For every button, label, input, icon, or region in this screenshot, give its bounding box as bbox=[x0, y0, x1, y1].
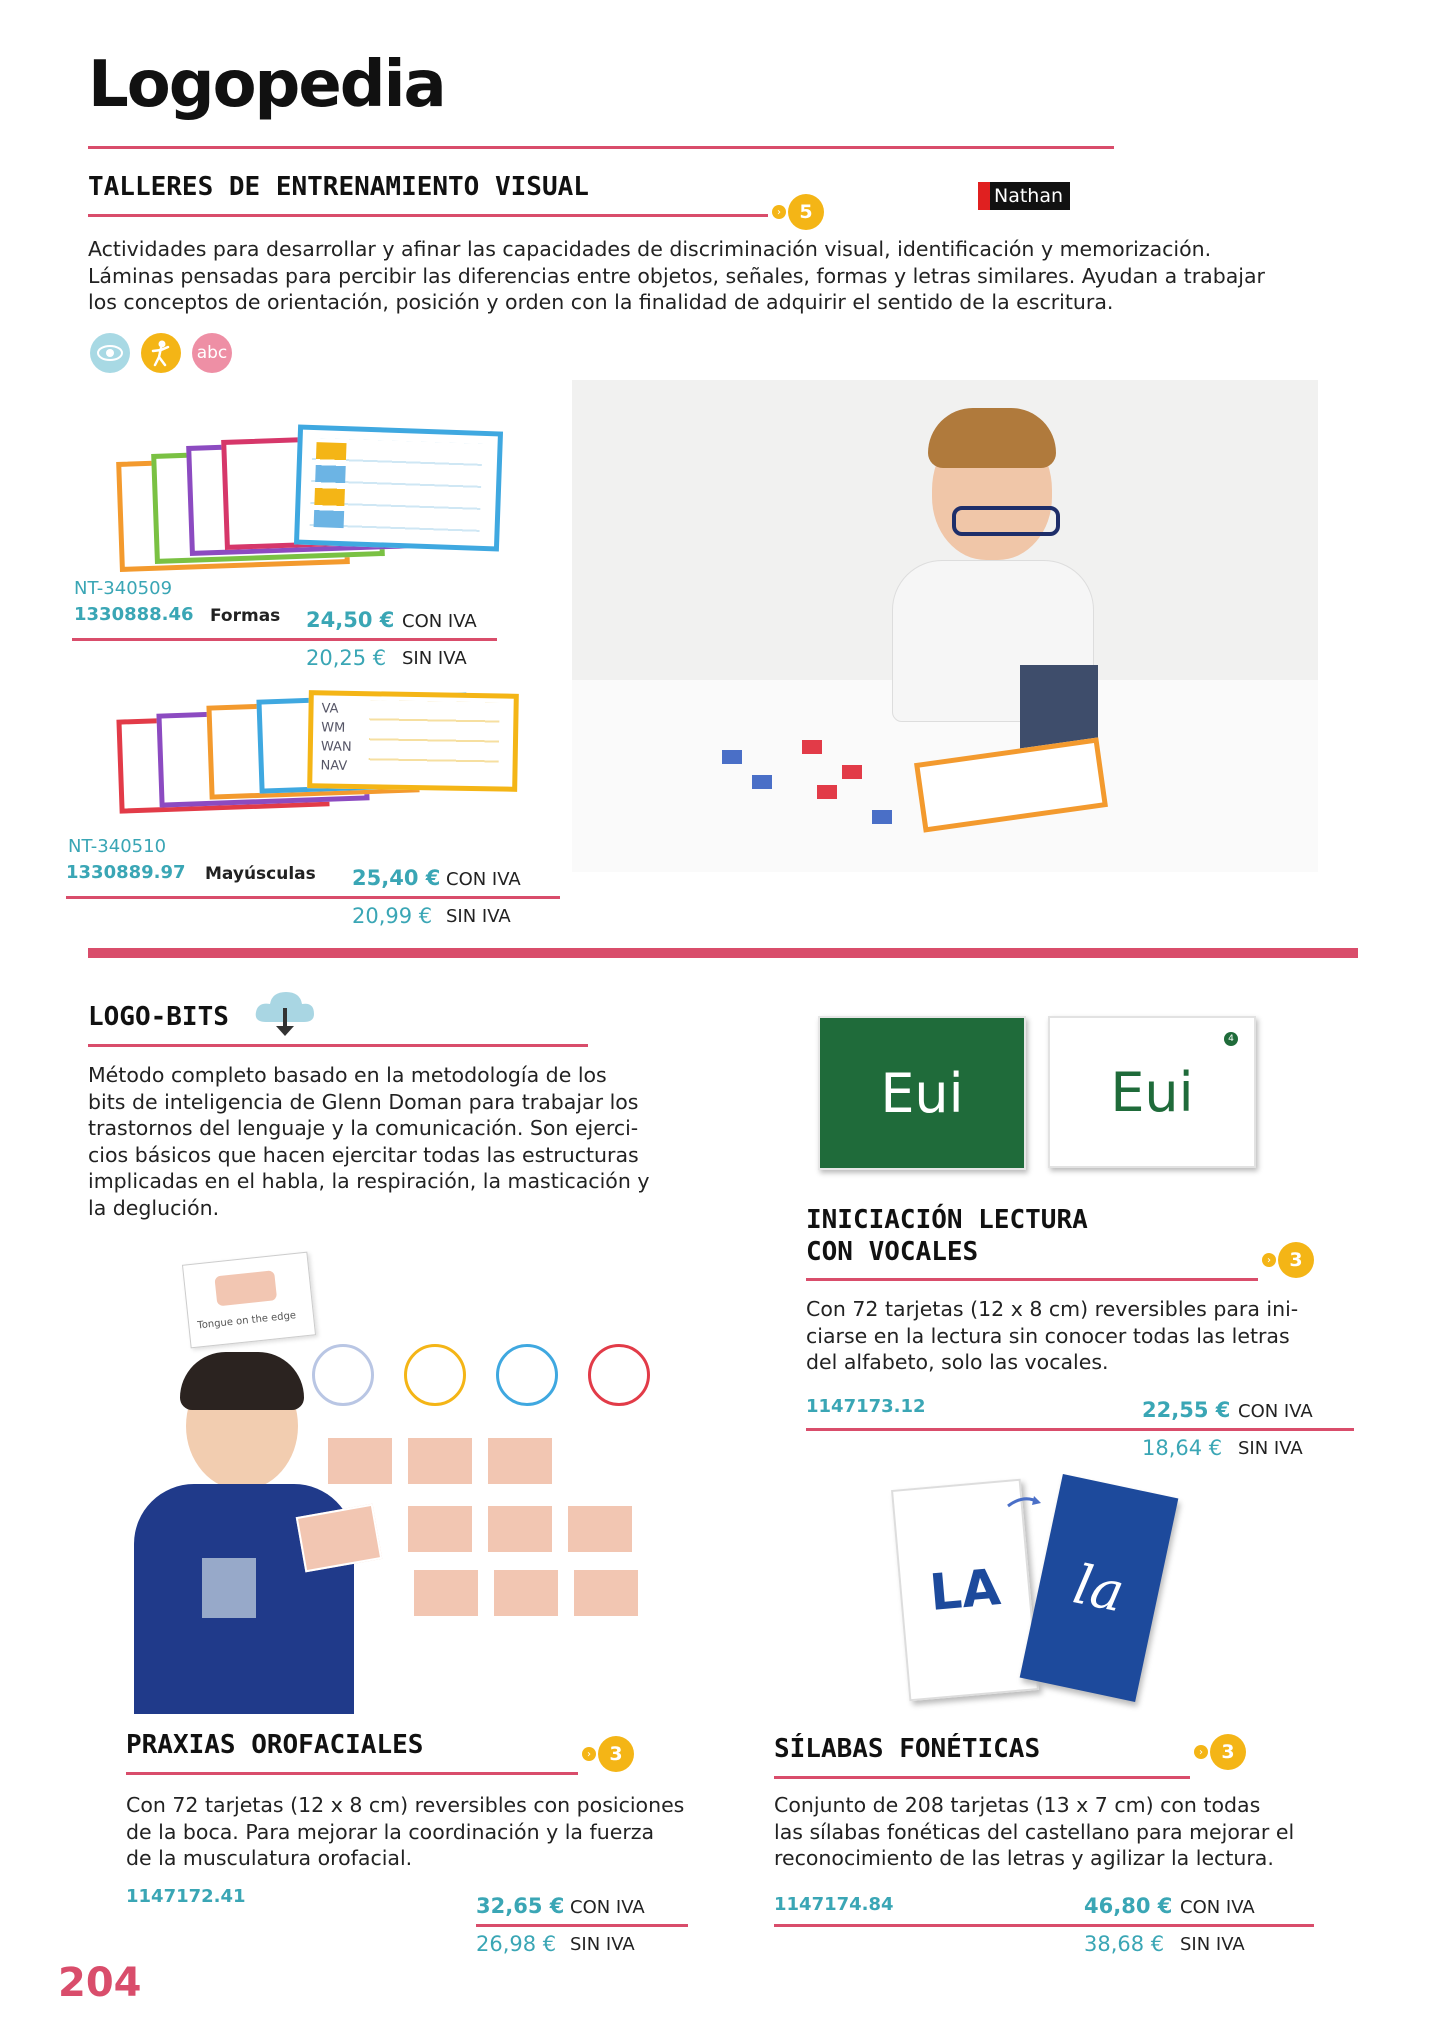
talleres-description bbox=[88, 236, 1338, 316]
arrow-icon: › bbox=[1194, 1745, 1208, 1759]
praxias-image bbox=[130, 1258, 650, 1714]
title-line: CON VOCALES bbox=[806, 1237, 979, 1267]
desc-line: bits de inteligencia de Glenn Doman para trabajar los bbox=[88, 1089, 639, 1114]
product-variant: Formas bbox=[210, 606, 281, 626]
mouth-category-icon bbox=[404, 1344, 466, 1406]
held-card bbox=[296, 1504, 383, 1573]
price-con-iva: 22,55 € bbox=[1142, 1398, 1231, 1422]
desc-line: los conceptos de orientación, posición y orden con la finalidad de adquirir el sentido de la escritura. bbox=[88, 290, 1114, 314]
mouth-card bbox=[488, 1506, 552, 1552]
age-badge: 3 bbox=[1278, 1242, 1314, 1278]
desc-line: ciarse en la lectura sin conocer todas las letras bbox=[806, 1323, 1290, 1348]
desc-line: de la boca. Para mejorar la coordinación y la fuerza bbox=[126, 1819, 655, 1844]
shirt-pocket bbox=[1020, 665, 1098, 749]
price-con-iva: 32,65 € bbox=[476, 1894, 565, 1918]
page-number: 204 bbox=[58, 1960, 142, 2006]
child-icon bbox=[141, 333, 181, 373]
page-title: Logopedia bbox=[88, 48, 445, 122]
card-text: Eui bbox=[1110, 1060, 1194, 1124]
mayusculas-cards-image bbox=[118, 692, 518, 812]
mouth-card bbox=[414, 1570, 478, 1616]
tile bbox=[842, 765, 862, 779]
product-code: 1147172.41 bbox=[126, 1886, 246, 1907]
talleres-rule bbox=[88, 214, 768, 217]
price-sin-iva: 20,25 € bbox=[306, 646, 387, 670]
desc-line: cios básicos que hacen ejercitar todas las estructuras bbox=[88, 1142, 639, 1167]
card bbox=[294, 424, 503, 551]
desc-line: Conjunto de 208 tarjetas (13 x 7 cm) con todas bbox=[774, 1793, 1261, 1817]
con-iva-label: CON IVA bbox=[570, 1897, 645, 1918]
product-code: 1330888.46 bbox=[74, 604, 194, 625]
boy-playing-photo bbox=[572, 380, 1318, 872]
section-divider bbox=[88, 948, 1358, 958]
card-text: Eui bbox=[880, 1061, 964, 1125]
desc-line: trastornos del lenguaje y la comunicación. Son ejerci- bbox=[88, 1116, 639, 1140]
abc-icon: abc bbox=[192, 333, 232, 373]
price-con-iva: 24,50 € bbox=[306, 608, 395, 632]
mouth-card bbox=[408, 1438, 472, 1484]
price-sin-iva: 20,99 € bbox=[352, 904, 433, 928]
iniciacion-age bbox=[1262, 1242, 1314, 1278]
mouth-category-icon bbox=[588, 1344, 650, 1406]
product-ref: NT-340510 bbox=[68, 836, 167, 857]
tile bbox=[752, 775, 772, 789]
silabas-rule bbox=[774, 1776, 1190, 1779]
sweater-pocket bbox=[202, 1558, 256, 1618]
con-iva-label: CON IVA bbox=[402, 611, 477, 632]
card bbox=[307, 690, 519, 792]
age-badge: 3 bbox=[1210, 1734, 1246, 1770]
sin-iva-label: SIN IVA bbox=[1180, 1934, 1245, 1955]
cloud-download-icon bbox=[252, 986, 318, 1044]
desc-line: la deglución. bbox=[88, 1195, 220, 1220]
mouth-category-icon bbox=[496, 1344, 558, 1406]
eui-card-green bbox=[818, 1016, 1026, 1170]
con-iva-label: CON IVA bbox=[1180, 1897, 1255, 1918]
desc-line: Láminas pensadas para percibir las diferencias entre objetos, señales, formas y letras similares. Ayudan a trabajar bbox=[88, 263, 1265, 288]
logobits-description bbox=[88, 1062, 688, 1221]
product-code: 1330889.97 bbox=[66, 862, 186, 883]
desc-line: del alfabeto, solo las vocales. bbox=[806, 1350, 1109, 1374]
con-iva-label: CON IVA bbox=[446, 869, 521, 890]
age-badge: 3 bbox=[598, 1736, 634, 1772]
product-ref: NT-340509 bbox=[74, 578, 173, 599]
product-code: 1147173.12 bbox=[806, 1396, 926, 1417]
logobits-title: LOGO-BITS bbox=[88, 1002, 229, 1032]
nathan-logo bbox=[978, 182, 1070, 210]
nathan-logo-text: Nathan bbox=[994, 185, 1064, 207]
tile bbox=[802, 740, 822, 754]
price-rule bbox=[476, 1924, 688, 1927]
card-text: LA bbox=[927, 1558, 1003, 1622]
mouth-card bbox=[574, 1570, 638, 1616]
desc-line: Con 72 tarjetas (12 x 8 cm) reversibles con posiciones bbox=[126, 1793, 685, 1817]
silabas-title: SÍLABAS FONÉTICAS bbox=[774, 1734, 1041, 1764]
tile bbox=[722, 750, 742, 764]
praxias-title: PRAXIAS OROFACIALES bbox=[126, 1730, 424, 1760]
sin-iva-label: SIN IVA bbox=[446, 906, 511, 927]
title-line: INICIACIÓN LECTURA bbox=[806, 1205, 1088, 1235]
product-code: 1147174.84 bbox=[774, 1894, 894, 1915]
iniciacion-rule bbox=[806, 1278, 1258, 1281]
eye-icon bbox=[90, 333, 130, 373]
desc-line: Actividades para desarrollar y afinar las capacidades de discriminación visual, identificación y memorización. bbox=[88, 237, 1212, 261]
talleres-age bbox=[772, 194, 824, 230]
card-number-badge: 4 bbox=[1224, 1032, 1238, 1046]
eui-card-white bbox=[1048, 1016, 1256, 1168]
tile bbox=[817, 785, 837, 799]
nathan-logo-mark bbox=[978, 182, 990, 210]
tile bbox=[872, 810, 892, 824]
formas-cards-image bbox=[118, 428, 498, 568]
girl-hair bbox=[180, 1352, 304, 1410]
desc-line: Con 72 tarjetas (12 x 8 cm) reversibles para ini- bbox=[806, 1297, 1299, 1321]
silabas-description bbox=[774, 1792, 1334, 1872]
desc-line: reconocimiento de las letras y agilizar la lectura. bbox=[774, 1846, 1274, 1870]
glasses bbox=[952, 506, 1060, 536]
price-rule bbox=[806, 1428, 1354, 1431]
flip-arrow-icon bbox=[1004, 1492, 1044, 1516]
price-sin-iva: 18,64 € bbox=[1142, 1436, 1223, 1460]
praxias-age bbox=[582, 1736, 634, 1772]
price-sin-iva: 26,98 € bbox=[476, 1932, 557, 1956]
arrow-icon: › bbox=[582, 1747, 596, 1761]
desc-line: implicadas en el habla, la respiración, la masticación y bbox=[88, 1169, 650, 1193]
mouth-card bbox=[328, 1438, 392, 1484]
boy-hair bbox=[928, 408, 1056, 468]
mouth-category-icon bbox=[312, 1344, 374, 1406]
card-letters: VA WM WAN NAV bbox=[320, 701, 352, 774]
silabas-age bbox=[1194, 1734, 1246, 1770]
desc-line: de la musculatura orofacial. bbox=[126, 1846, 413, 1870]
card-text: la bbox=[1068, 1552, 1130, 1624]
title-rule bbox=[88, 146, 1114, 149]
price-rule bbox=[774, 1924, 1314, 1927]
product-variant: Mayúsculas bbox=[205, 864, 316, 884]
arrow-icon: › bbox=[1262, 1253, 1276, 1267]
con-iva-label: CON IVA bbox=[1238, 1401, 1313, 1422]
arrow-icon: › bbox=[772, 205, 786, 219]
mouth-card bbox=[494, 1570, 558, 1616]
sin-iva-label: SIN IVA bbox=[402, 648, 467, 669]
desc-line: las sílabas fonéticas del castellano para mejorar el bbox=[774, 1819, 1295, 1844]
mouth-card bbox=[568, 1506, 632, 1552]
price-rule bbox=[66, 896, 560, 899]
sin-iva-label: SIN IVA bbox=[1238, 1438, 1303, 1459]
mouth-card bbox=[408, 1506, 472, 1552]
talleres-title: TALLERES DE ENTRENAMIENTO VISUAL bbox=[88, 172, 589, 202]
price-con-iva: 46,80 € bbox=[1084, 1894, 1173, 1918]
price-sin-iva: 38,68 € bbox=[1084, 1932, 1165, 1956]
mouth-card bbox=[488, 1438, 552, 1484]
price-rule bbox=[72, 638, 497, 641]
example-card bbox=[182, 1252, 316, 1349]
sin-iva-label: SIN IVA bbox=[570, 1934, 635, 1955]
praxias-rule bbox=[126, 1772, 578, 1775]
logobits-rule bbox=[88, 1044, 588, 1047]
iniciacion-description bbox=[806, 1296, 1346, 1376]
card-caption: Tongue on the edge bbox=[196, 1310, 297, 1332]
iniciacion-title bbox=[806, 1204, 1088, 1268]
praxias-description bbox=[126, 1792, 726, 1872]
age-badge: 5 bbox=[788, 194, 824, 230]
price-con-iva: 25,40 € bbox=[352, 866, 441, 890]
desc-line: Método completo basado en la metodología de los bbox=[88, 1063, 607, 1087]
